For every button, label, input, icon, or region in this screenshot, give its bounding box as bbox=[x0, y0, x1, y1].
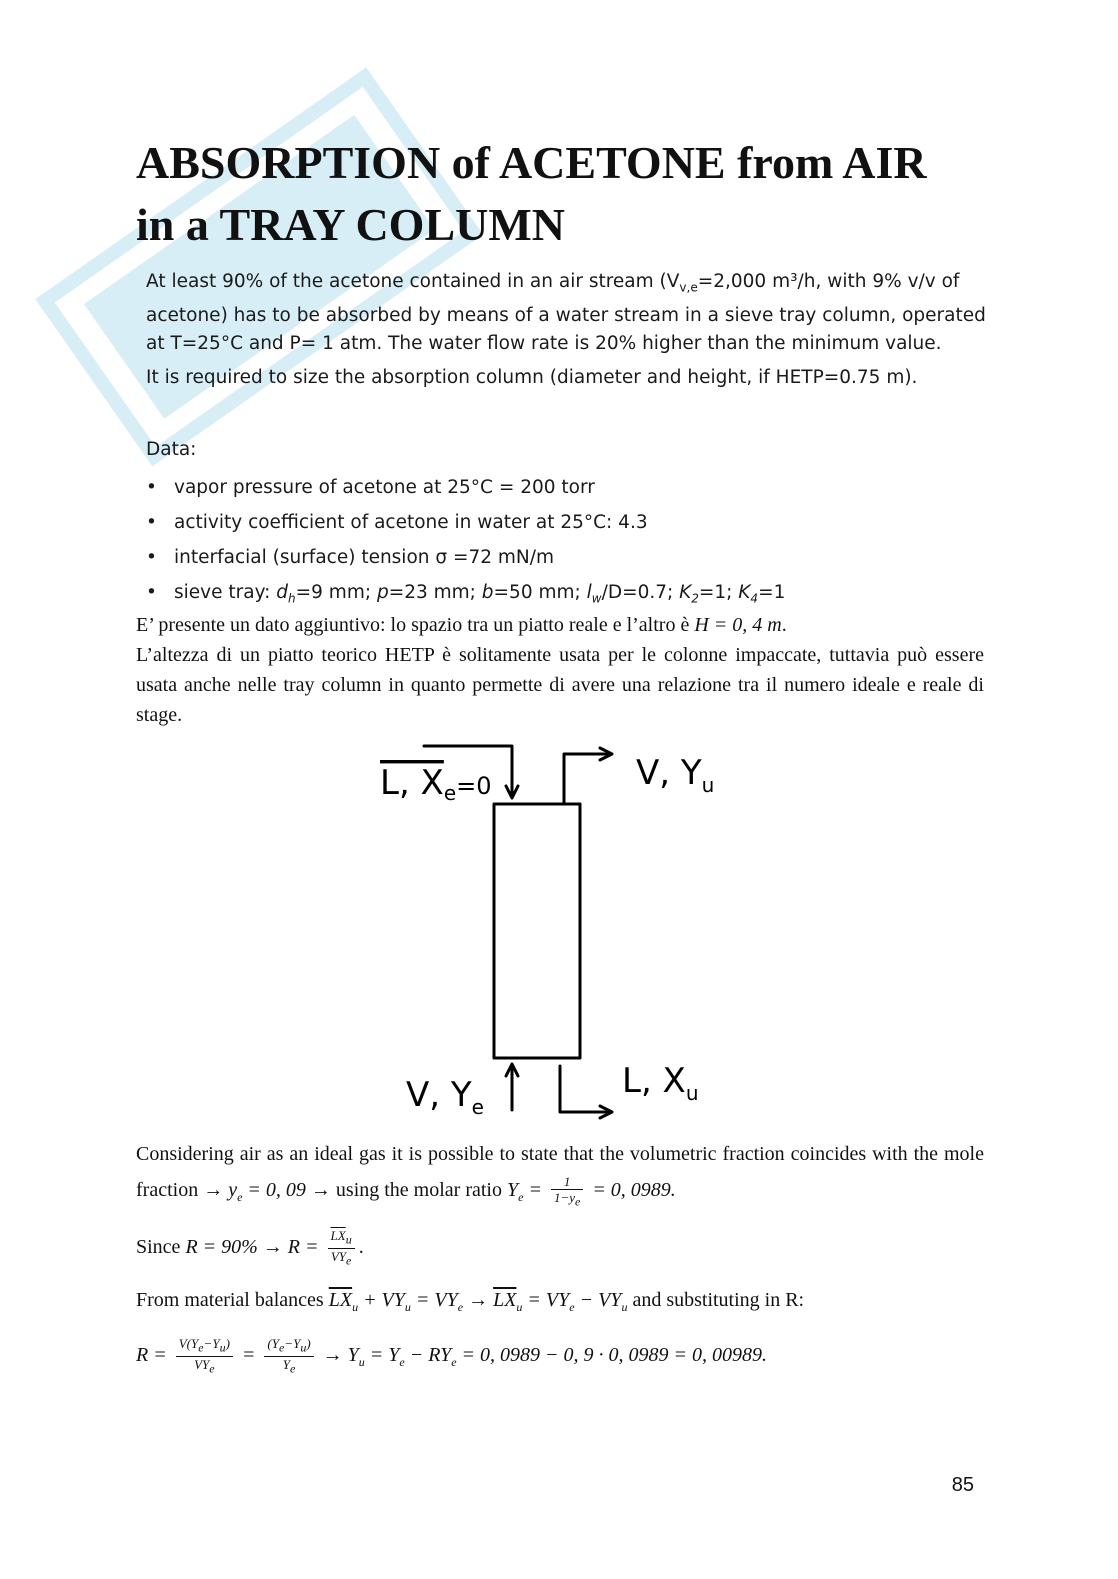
data-list bbox=[146, 470, 996, 610]
math-sub: e bbox=[518, 1190, 524, 1204]
math-sub: u bbox=[352, 1300, 359, 1314]
bottom-left-label: V, $Y_e$ bbox=[406, 1075, 484, 1119]
body-paragraph-5 bbox=[136, 1282, 984, 1325]
top-left-label: L, Xe=0 bbox=[380, 763, 492, 805]
fraction-denominator bbox=[176, 1357, 233, 1377]
sieve-var: K bbox=[679, 581, 692, 603]
math-sub: e bbox=[237, 1190, 243, 1204]
fraction bbox=[328, 1228, 355, 1268]
math-inline: = 0, 0989 − 0, 9 · 0, 0989 = 0, 00989. bbox=[456, 1344, 768, 1366]
math-sub: e bbox=[457, 1300, 464, 1314]
fraction bbox=[176, 1336, 233, 1376]
math-sub: e bbox=[198, 1340, 204, 1355]
sieve-text: /D=0.7; bbox=[601, 581, 680, 603]
sieve-sub: h bbox=[288, 591, 296, 606]
math-inline: = VY bbox=[410, 1289, 458, 1311]
math-sub: u bbox=[621, 1300, 628, 1314]
math-sub: e bbox=[209, 1361, 215, 1376]
math-inline: V(Y bbox=[178, 1336, 199, 1352]
list-item: • activity coefficient of acetone in water at 25°C: 4.3 bbox=[146, 505, 996, 540]
sieve-text: =23 mm; bbox=[388, 581, 482, 603]
body-paragraph-6 bbox=[136, 1330, 984, 1387]
fraction bbox=[264, 1336, 313, 1376]
math-inline: H = 0, 4 m bbox=[694, 614, 782, 636]
sieve-sub: 2 bbox=[691, 591, 699, 606]
math-inline: R = bbox=[136, 1344, 172, 1366]
column-diagram bbox=[360, 730, 780, 1130]
bottom-right-label: L, $X_u$ bbox=[622, 1061, 699, 1105]
math-inline: = 0, 09 bbox=[242, 1179, 306, 1201]
math-sub: u bbox=[404, 1300, 411, 1314]
math-inline: ) bbox=[225, 1336, 230, 1352]
math-inline: $\overline{LX}$ bbox=[328, 1289, 353, 1311]
fraction-denominator bbox=[264, 1357, 313, 1377]
math-sub: u bbox=[516, 1300, 523, 1314]
vapor-outlet-arrow bbox=[564, 754, 610, 804]
body-text: → using the molar ratio bbox=[305, 1179, 507, 1201]
problem-text: At least 90% of the acetone contained in an air stream (V bbox=[146, 271, 680, 292]
problem-subscript: v,e bbox=[679, 280, 698, 295]
math-inline: (Y bbox=[267, 1336, 279, 1352]
sieve-var: b bbox=[481, 581, 494, 603]
list-item: • interfacial (surface) tension σ =72 mN/m bbox=[146, 540, 996, 575]
math-inline: VY bbox=[194, 1356, 210, 1372]
math-inline: −Y bbox=[284, 1336, 301, 1352]
math-inline: → Y bbox=[317, 1344, 359, 1366]
sieve-sub: 4 bbox=[750, 591, 759, 606]
math-inline: = bbox=[523, 1179, 547, 1201]
fraction-numerator: 1 bbox=[551, 1174, 583, 1190]
math-inline: − RY bbox=[404, 1344, 452, 1366]
top-right-label: V, $Y_u$ bbox=[636, 753, 715, 797]
math-sub: e bbox=[278, 1340, 285, 1355]
fraction-denominator bbox=[328, 1249, 355, 1269]
math-sub: u bbox=[358, 1355, 365, 1369]
math-sub: e bbox=[574, 1194, 581, 1209]
math-inline: −Y bbox=[203, 1336, 220, 1352]
body-text: E’ presente un dato aggiuntivo: lo spazio tra un piatto reale e l’altro è bbox=[136, 614, 695, 636]
math-inline: $\overline{LX}$ bbox=[330, 1228, 346, 1244]
body-text: and substituting in R: bbox=[627, 1289, 805, 1311]
liquid-outlet-arrow bbox=[560, 1066, 610, 1112]
fraction-numerator bbox=[328, 1228, 355, 1249]
math-sub: u bbox=[300, 1340, 307, 1355]
math-inline: = 0, 0989. bbox=[587, 1179, 676, 1201]
math-inline: − VY bbox=[574, 1289, 622, 1311]
body-paragraph-2: L’altezza di un piatto teorico HETP è solitamente usata per le colonne impaccate, tuttavia può essere usata anche nelle tray column in quanto permette di avere una relazione tra il numero ideale e reale di stage. bbox=[136, 644, 984, 726]
math-inline: y bbox=[228, 1179, 238, 1201]
math-inline: = bbox=[236, 1344, 261, 1366]
sieve-var: d bbox=[276, 581, 289, 603]
math-inline: ) bbox=[306, 1336, 311, 1352]
body-text: Since bbox=[136, 1236, 186, 1258]
math-sub: e bbox=[399, 1355, 405, 1369]
math-sub: e bbox=[346, 1253, 352, 1268]
sieve-var: K bbox=[738, 581, 751, 603]
body-text: → bbox=[463, 1289, 494, 1311]
math-inline: = Y bbox=[364, 1344, 400, 1366]
body-paragraph-4 bbox=[136, 1222, 984, 1272]
problem-text: =2,000 m³/h, with 9% v/v of acetone) has to be absorbed by means of a water stream in a sieve tray column, operated at T=25°C and P= 1 atm. The water flow rate is 20% higher than the minimum value. bbox=[146, 271, 986, 354]
page-number: 85 bbox=[951, 1474, 974, 1496]
body-text: From material balances bbox=[136, 1289, 329, 1311]
problem-statement bbox=[146, 268, 996, 610]
math-sub: e bbox=[289, 1361, 296, 1376]
math-sub: u bbox=[345, 1232, 352, 1247]
math-sub: e bbox=[451, 1355, 457, 1369]
body-paragraph-3 bbox=[136, 1136, 984, 1215]
math-inline: R = 90% → R = bbox=[185, 1236, 324, 1258]
body-text: . bbox=[358, 1236, 364, 1258]
fraction-numerator bbox=[176, 1336, 233, 1357]
page-title bbox=[136, 132, 984, 256]
math-inline: Y bbox=[506, 1179, 519, 1201]
math-sub: u bbox=[219, 1340, 226, 1355]
sieve-text: sieve tray: bbox=[174, 581, 277, 603]
column-body bbox=[494, 804, 580, 1058]
sieve-text: =1 bbox=[758, 581, 786, 603]
title-line-1: ABSORPTION of ACETONE from AIR bbox=[136, 137, 927, 188]
data-label: Data: bbox=[146, 438, 197, 460]
math-inline: $\overline{LX}$ bbox=[493, 1289, 517, 1311]
list-item: • vapor pressure of acetone at 25°C = 200 torr bbox=[146, 470, 996, 505]
problem-paragraph-1 bbox=[146, 268, 996, 358]
sieve-text: =9 mm; bbox=[295, 581, 377, 603]
math-inline: $\overline{VY}$ bbox=[330, 1248, 347, 1264]
body-text: . bbox=[781, 614, 787, 636]
math-inline: 1−y bbox=[553, 1189, 575, 1205]
title-line-2: in a TRAY COLUMN bbox=[136, 199, 565, 250]
fraction-denominator bbox=[551, 1190, 583, 1210]
math-inline: Y bbox=[282, 1356, 290, 1372]
body-paragraph-1 bbox=[136, 610, 984, 640]
sieve-text: =1; bbox=[698, 581, 739, 603]
math-inline: = VY bbox=[522, 1289, 570, 1311]
sieve-sub: w bbox=[591, 591, 602, 606]
sieve-var: l bbox=[586, 581, 592, 603]
list-item bbox=[146, 575, 996, 610]
sieve-var: p bbox=[376, 581, 389, 603]
problem-paragraph-2: It is required to size the absorption column (diameter and height, if HETP=0.75 m). bbox=[146, 366, 918, 388]
math-inline: + VY bbox=[358, 1289, 405, 1311]
body-text: Considering air as an ideal gas it is possible to state that the volumetric fraction coincides with the mole fraction → bbox=[136, 1143, 984, 1201]
fraction bbox=[551, 1174, 583, 1210]
sieve-text: =50 mm; bbox=[493, 581, 587, 603]
fraction-numerator bbox=[264, 1336, 313, 1357]
math-sub: e bbox=[569, 1300, 575, 1314]
